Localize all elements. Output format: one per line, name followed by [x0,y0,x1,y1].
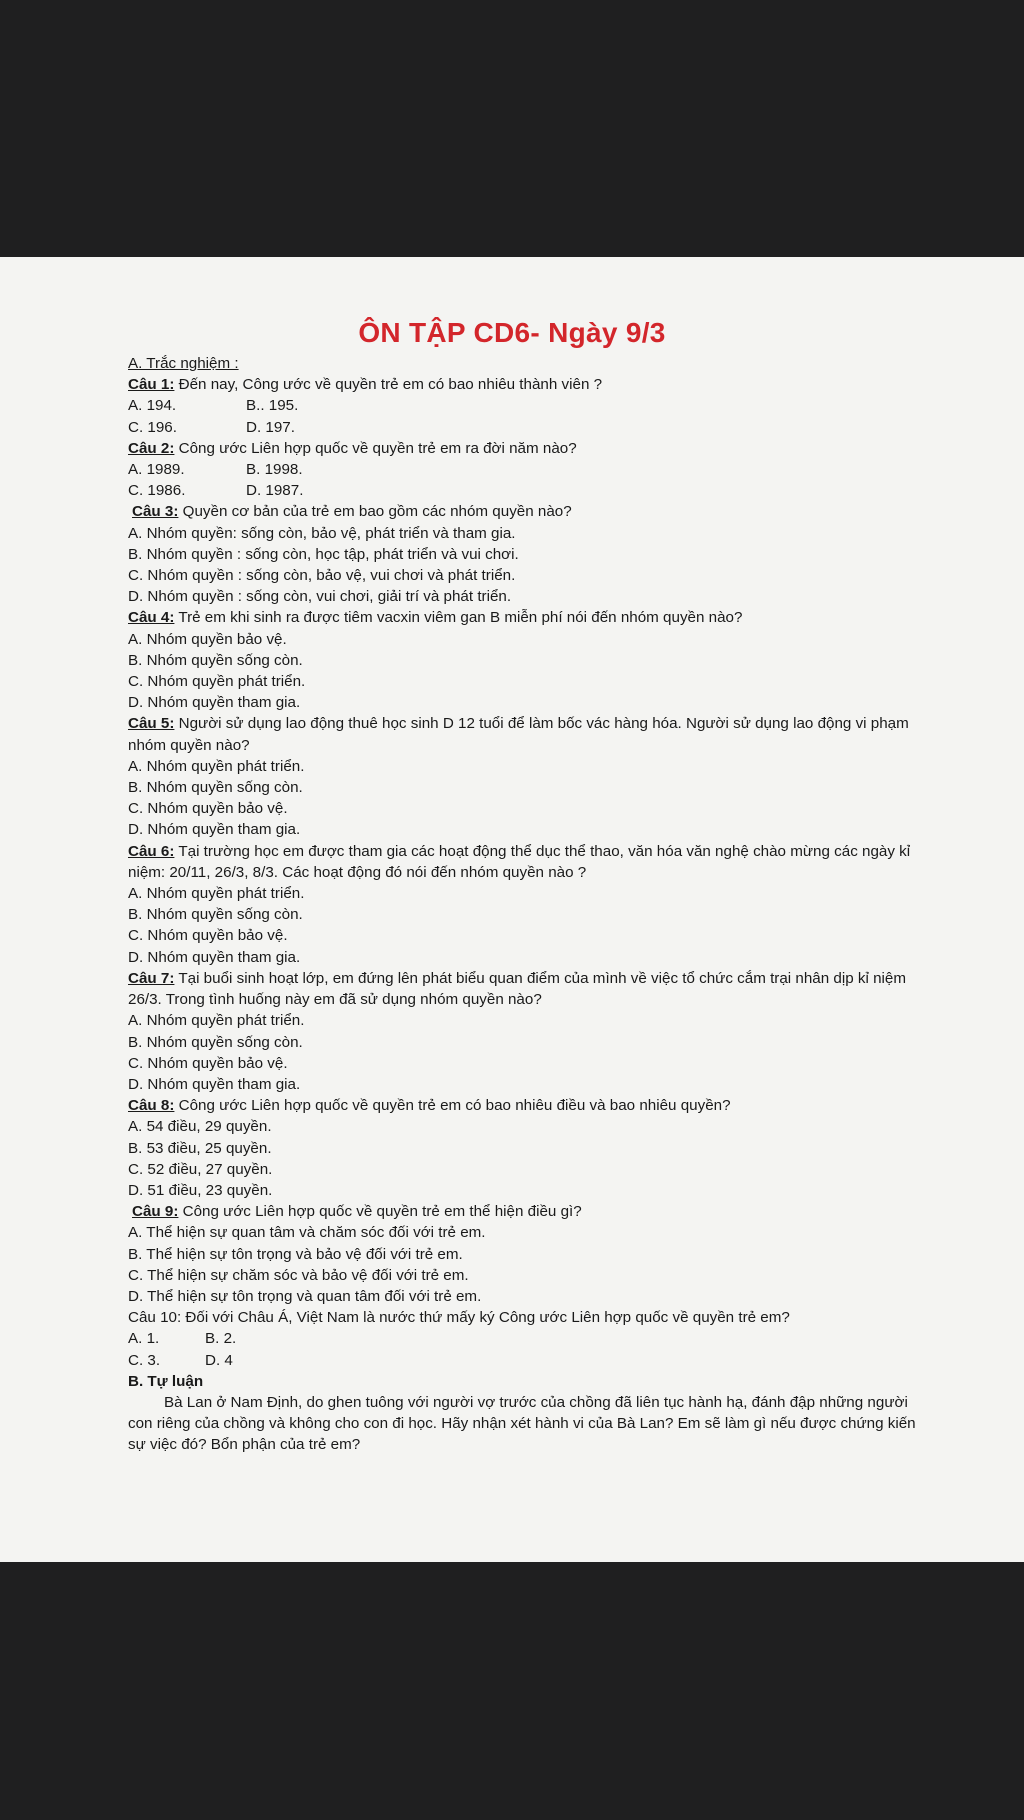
question-2 [128,438,918,459]
question-label: Câu 1: [128,376,175,394]
question-text: Đến nay, Công ước về quyền trẻ em có bao nhiêu thành viên ? [174,376,603,394]
option: A. 1. [128,1330,160,1348]
question-label: Câu 8: [128,1097,175,1115]
option: A. Nhóm quyền phát triển. [128,885,305,903]
option-row [128,480,918,501]
option: A. Nhóm quyền: sống còn, bảo vệ, phát triển và tham gia. [128,524,516,542]
top-dark-band [0,0,1024,257]
question-5 [128,713,918,755]
question-4 [128,607,918,628]
question-6 [128,841,918,883]
option: D. Nhóm quyền tham gia. [128,1075,301,1093]
option-row [128,1328,918,1349]
option: D. Nhóm quyền tham gia. [128,694,301,712]
question-text: Công ước Liên hợp quốc về quyền trẻ em thể hiện điều gì? [178,1203,582,1221]
question-1 [128,374,918,395]
question-text: Trẻ em khi sinh ra được tiêm vacxin viêm gan B miễn phí nói đến nhóm quyền nào? [174,609,743,627]
question-text: Công ước Liên hợp quốc về quyền trẻ em có bao nhiêu điều và bao nhiêu quyền? [174,1097,731,1115]
option: C. 1986. [128,482,186,500]
option: B. 1998. [246,461,303,479]
option: D. 197. [246,418,295,436]
option: D. Nhóm quyền tham gia. [128,821,301,839]
option: C. Nhóm quyền bảo vệ. [128,927,288,945]
question-10 [128,1307,918,1328]
page-title: ÔN TẬP CD6- Ngày 9/3 [358,317,666,348]
option: A. Thể hiện sự quan tâm và chăm sóc đối với trẻ em. [128,1224,486,1242]
question-label: Câu 6: [128,842,175,860]
bottom-dark-band [0,1562,1024,1820]
option-row [128,417,918,438]
option: C. 3. [128,1351,161,1369]
question-7 [128,968,918,1010]
option: C. 196. [128,418,177,436]
question-text: Công ước Liên hợp quốc về quyền trẻ em ra đời năm nào? [174,439,577,457]
section-b-heading: B. Tự luận [128,1372,204,1390]
question-3 [128,501,918,522]
question-text: Câu 10: Đối với Châu Á, Việt Nam là nước thứ mấy ký Công ước Liên hợp quốc về quyền trẻ em? [128,1309,790,1327]
option: C. 52 điều, 27 quyền. [128,1160,273,1178]
option: D. Nhóm quyền tham gia. [128,948,301,966]
option: C. Nhóm quyền phát triển. [128,673,306,691]
option: B. 2. [205,1330,237,1348]
option: D. 51 điều, 23 quyền. [128,1181,273,1199]
question-8 [128,1095,918,1116]
option: C. Nhóm quyền bảo vệ. [128,1054,288,1072]
document-page [0,257,1024,1562]
option: B. Nhóm quyền sống còn. [128,779,303,797]
question-label: Câu 9: [132,1203,179,1221]
option: D. 4 [205,1351,233,1369]
question-text: Tại trường học em được tham gia các hoạt động thể dục thể thao, văn hóa văn nghệ chào mừng các ngày kỉ niệm: 20/11, 26/3, 8/3. Các hoạt động đó nói đến nhóm quyền nào ? [128,842,911,881]
question-label: Câu 7: [128,969,175,987]
option-row [128,459,918,480]
option: A. 1989. [128,461,185,479]
option: C. Nhóm quyền bảo vệ. [128,800,288,818]
option: B. 53 điều, 25 quyền. [128,1139,272,1157]
option: B. Nhóm quyền sống còn. [128,1033,303,1051]
option: D. 1987. [246,482,304,500]
question-text: Người sử dụng lao động thuê học sinh D 12 tuổi để làm bốc vác hàng hóa. Người sử dụng lao động vi phạm nhóm quyền nào? [128,715,909,754]
essay-prompt: Bà Lan ở Nam Định, do ghen tuông với người vợ trước của chồng đã liên tục hành hạ, đánh đập những người con riêng của chồng và không cho con đi học. Hãy nhận xét hành vi của Bà Lan? Em sẽ làm gì nếu được chứng kiến sự việc đó? Bổn phận của trẻ em? [128,1393,916,1454]
option: B. Nhóm quyền sống còn. [128,906,303,924]
option: B.. 195. [246,397,299,415]
question-9 [128,1201,918,1222]
question-label: Câu 4: [128,609,175,627]
option: A. Nhóm quyền phát triển. [128,1012,305,1030]
option: D. Nhóm quyền : sống còn, vui chơi, giải trí và phát triển. [128,588,512,606]
option: A. Nhóm quyền phát triển. [128,757,305,775]
section-a-heading: A. Trắc nghiệm : [128,355,239,372]
option: C. Thể hiện sự chăm sóc và bảo vệ đối với trẻ em. [128,1266,469,1284]
option: B. Thể hiện sự tôn trọng và bảo vệ đối với trẻ em. [128,1245,463,1263]
question-label: Câu 5: [128,715,175,733]
option: C. Nhóm quyền : sống còn, bảo vệ, vui chơi và phát triển. [128,567,516,585]
option: A. 54 điều, 29 quyền. [128,1118,272,1136]
option: B. Nhóm quyền sống còn. [128,651,303,669]
document-body [128,353,918,1456]
question-label: Câu 2: [128,439,175,457]
question-text: Quyền cơ bản của trẻ em bao gồm các nhóm quyền nào? [178,503,572,521]
question-label: Câu 3: [132,503,179,521]
question-text: Tại buổi sinh hoạt lớp, em đứng lên phát biểu quan điểm của mình về việc tổ chức cắm trại nhân dịp kỉ niệm 26/3. Trong tình huống này em đã sử dụng nhóm quyền nào? [128,969,906,1009]
option-row [128,395,918,416]
option: B. Nhóm quyền : sống còn, học tập, phát triển và vui chơi. [128,545,519,563]
option: D. Thể hiện sự tôn trọng và quan tâm đối với trẻ em. [128,1287,482,1305]
option-row [128,1350,918,1371]
option: A. 194. [128,397,177,415]
option: A. Nhóm quyền bảo vệ. [128,630,287,648]
